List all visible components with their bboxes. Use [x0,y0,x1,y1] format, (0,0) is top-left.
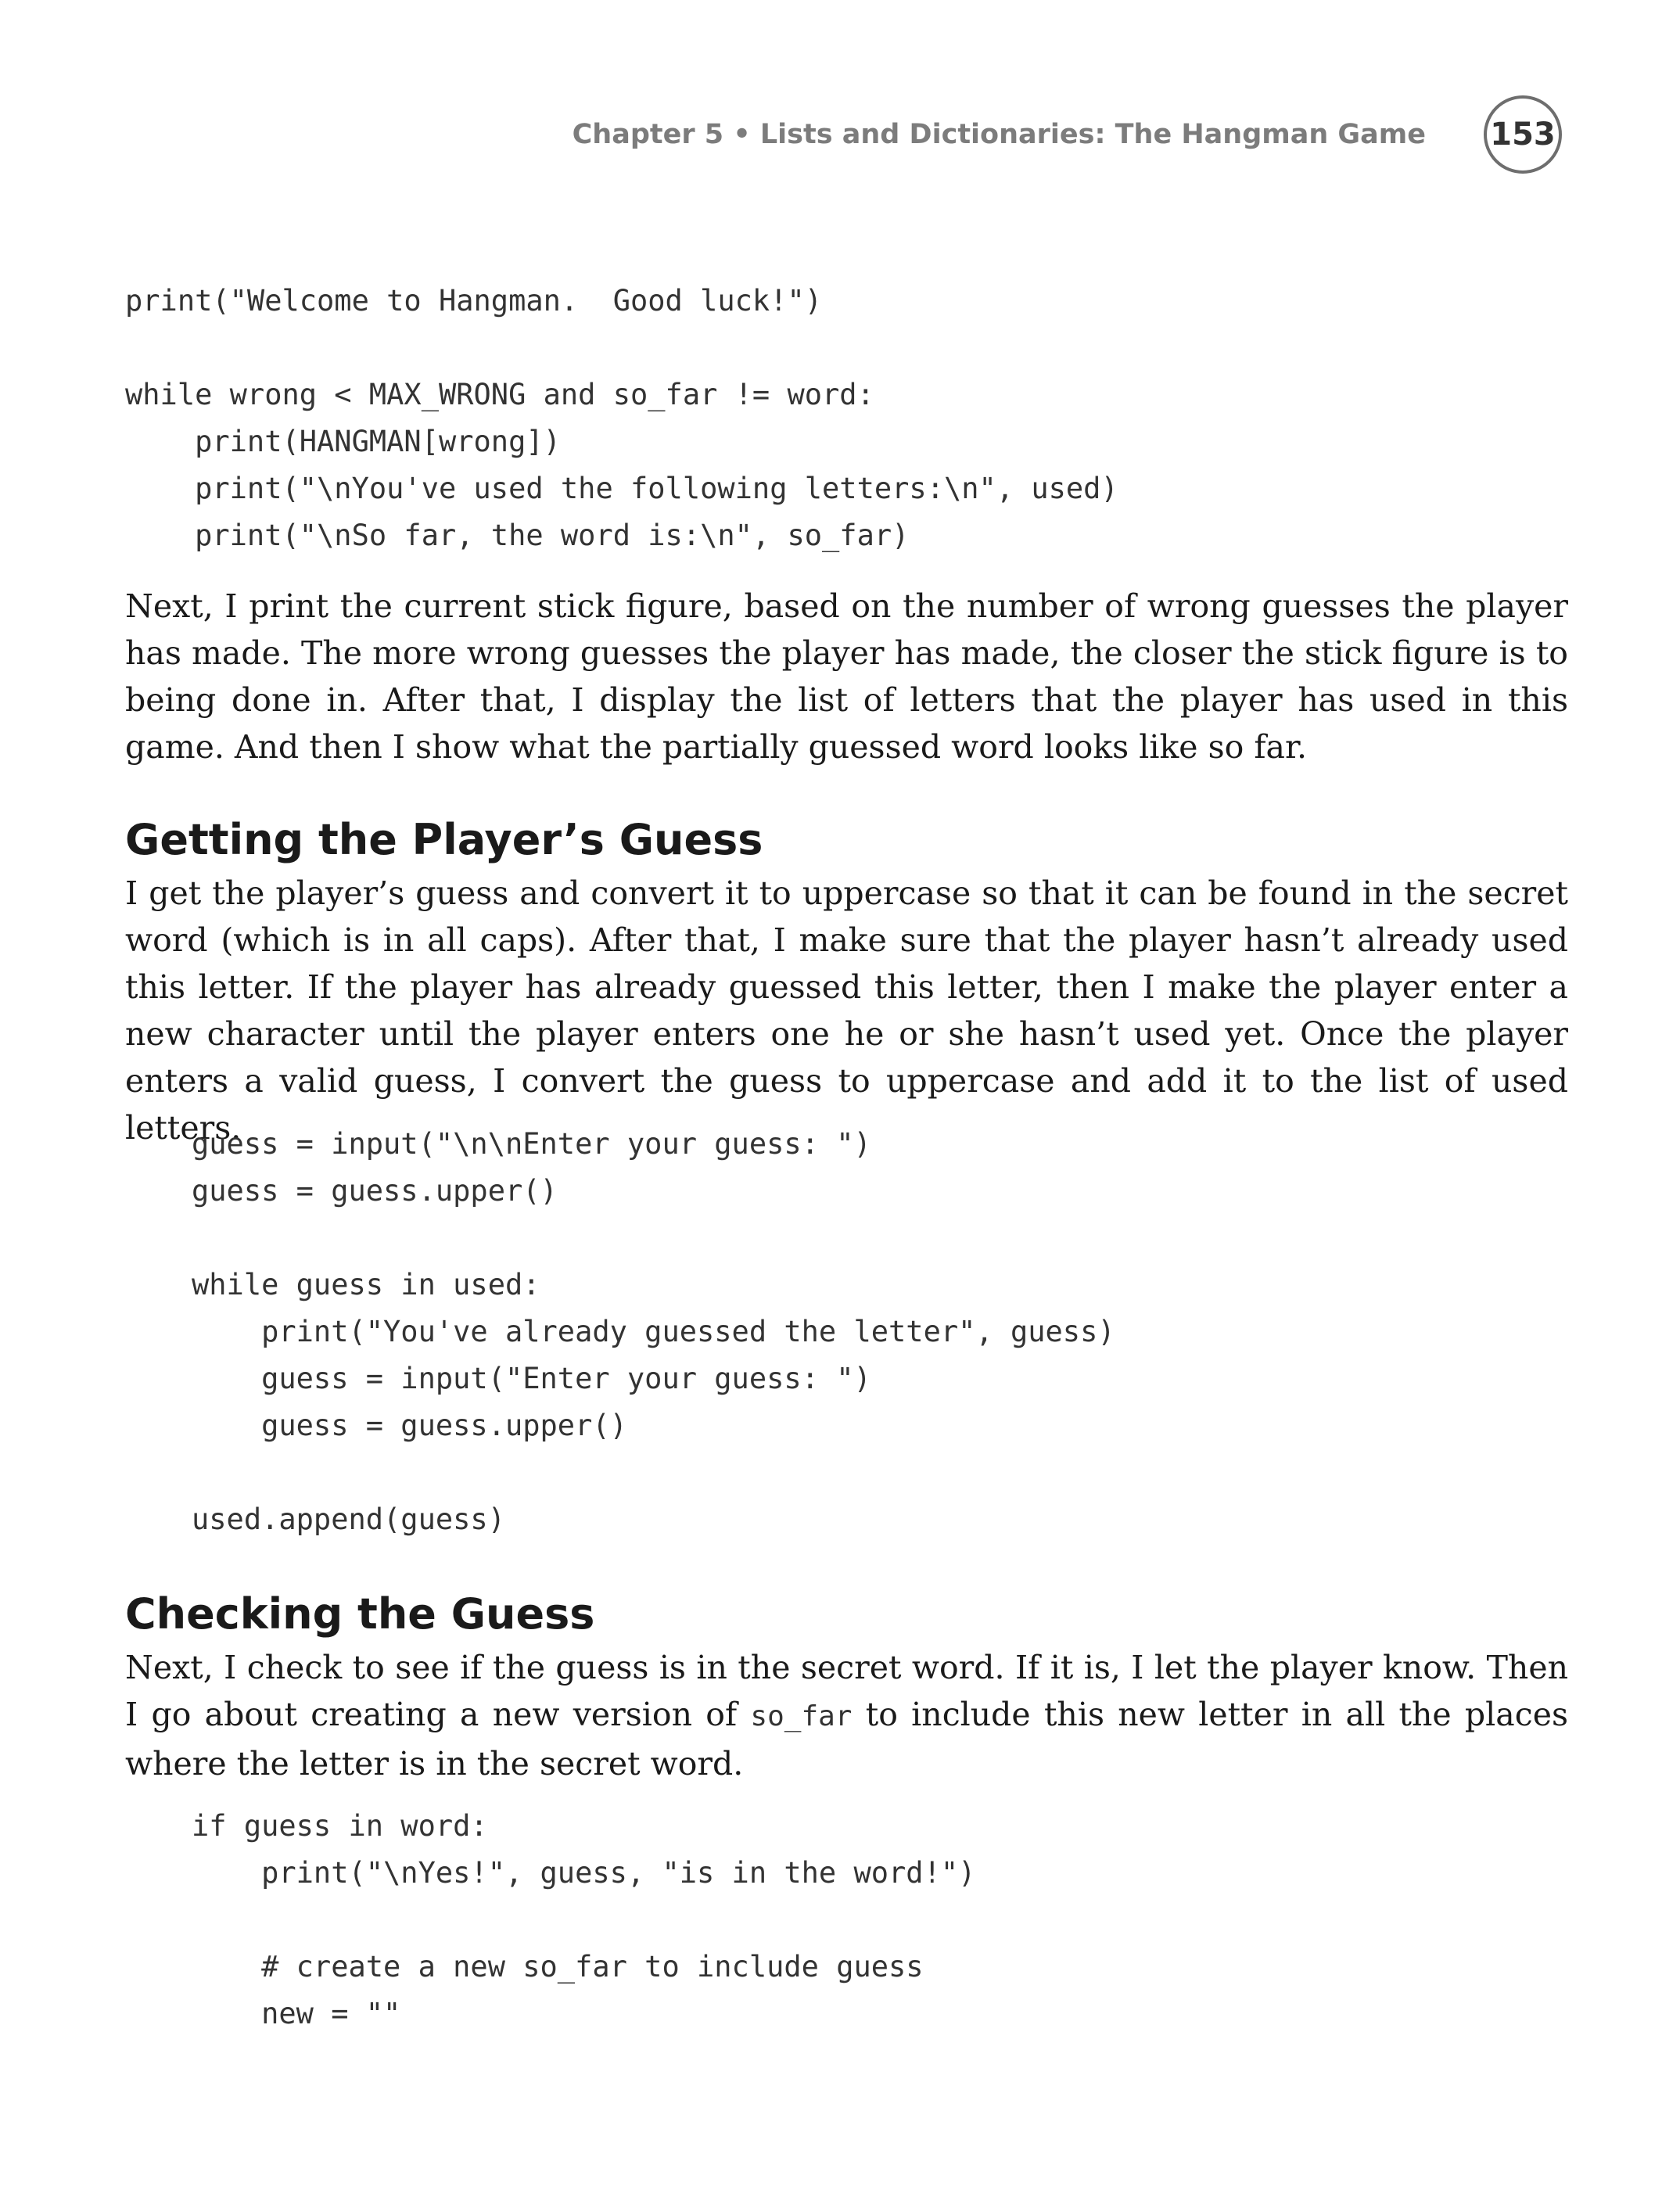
paragraph-checking-guess [125,1644,1568,1787]
paragraph-text-end: to include this new letter in all the places where the letter is in the secret word. [125,1696,1568,1783]
code-block-guess-input: guess = input("\n\nEnter your guess: ") guess = guess.upper() while guess in used: print("You've already guessed the letter", guess) guess = input("Enter your guess: ") guess = guess.upper() used.append(guess) [192,1127,1115,1536]
paragraph-stick-figure: Next, I print the current stick figure, based on the number of wrong guesses the player has made. The more wrong guesses the player has made, the closer the stick figure is to being done in. After that, I display the list of letters that the player has used in this game. And then I show what the partially guessed word looks like so far. [125,587,1568,766]
code-block-main-loop: print("Welcome to Hangman. Good luck!") while wrong < MAX_WRONG and so_far != word: print(HANGMAN[wrong]) print("\nYou've used the following letters:\n", used) print("\nSo far, the word is:\n", so_far) [125,284,1118,552]
heading-getting-guess: Getting the Player’s Guess [125,815,763,864]
inline-code-so-far: so_far [750,1700,853,1732]
paragraph-text-start: Next, I check to see if the guess is in the secret word. If it is, I let the player know. Then I go about creating a new version of [125,1649,1568,1733]
page-number: 153 [1484,95,1562,174]
heading-checking-guess: Checking the Guess [125,1589,595,1639]
code-block-check-guess: if guess in word: print("\nYes!", guess, "is in the word!") # create a new so_far to include guess new = "" [192,1809,976,2030]
paragraph-getting-guess: I get the player’s guess and convert it to uppercase so that it can be found in the secret word (which is in all caps). After that, I make sure that the player hasn’t already used this letter. If the player has already guessed this letter, then I make the player enter a new character until the player enters one he or she hasn’t used yet. Once the player enters a valid guess, I convert the guess to uppercase and add it to the list of used letters. [125,874,1568,1147]
running-head: Chapter 5 • Lists and Dictionaries: The Hangman Game [572,119,1426,150]
